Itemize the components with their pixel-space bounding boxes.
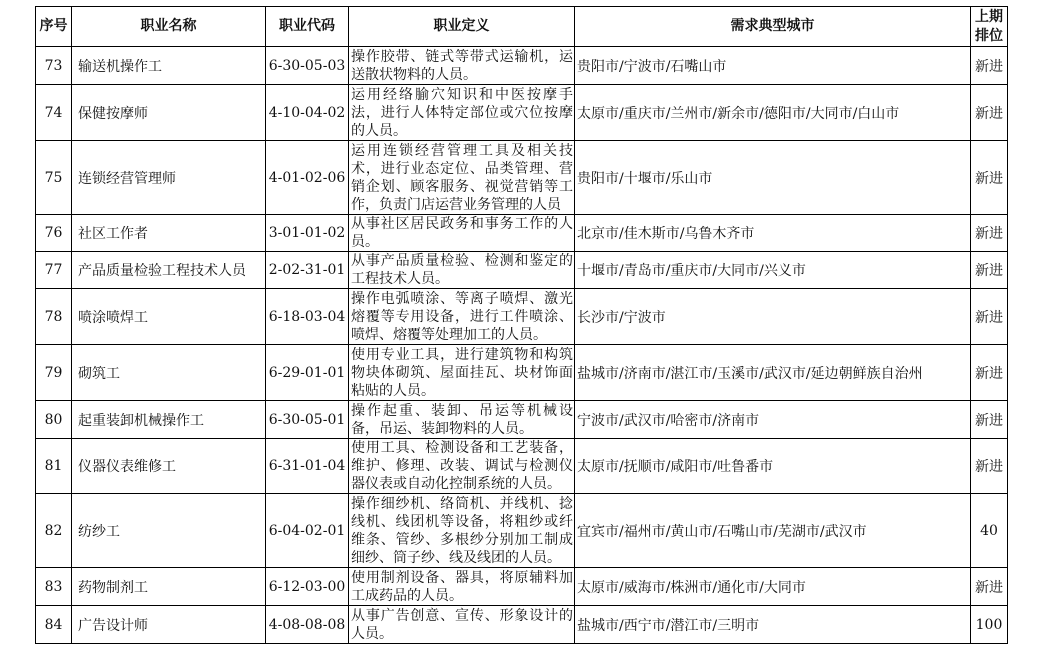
occupation-name: 保健按摩师	[72, 85, 266, 141]
row-number: 75	[36, 141, 72, 215]
previous-rank: 新进	[971, 401, 1008, 439]
occupation-definition: 操作细纱机、络筒机、并线机、捻线机、线团机等设备，将粗纱或纤维条、管纱、多根纱分别加工制成细纱、筒子纱、线及线团的人员。	[349, 494, 575, 568]
header-code: 职业代码	[266, 7, 349, 47]
header-name: 职业名称	[72, 7, 266, 47]
demand-cities: 盐城市/西宁市/潜江市/三明市	[575, 606, 971, 644]
occupation-definition: 操作电弧喷涂、等离子喷焊、激光熔覆等专用设备，进行工件喷涂、喷焊、熔覆等处理加工的人员。	[349, 289, 575, 345]
row-number: 83	[36, 568, 72, 606]
demand-cities: 盐城市/济南市/湛江市/玉溪市/武汉市/延边朝鲜族自治州	[575, 345, 971, 401]
row-number: 80	[36, 401, 72, 439]
occupation-code: 4-08-08-08	[266, 606, 349, 644]
table-row	[36, 141, 1008, 215]
row-number: 76	[36, 215, 72, 252]
previous-rank: 新进	[971, 252, 1008, 289]
demand-cities: 长沙市/宁波市	[575, 289, 971, 345]
table-row	[36, 252, 1008, 289]
table-row	[36, 47, 1008, 85]
header-no: 序号	[36, 7, 72, 47]
previous-rank: 新进	[971, 47, 1008, 85]
table-row	[36, 568, 1008, 606]
occupation-definition: 操作起重、装卸、吊运等机械设备，吊运、装卸物料的人员。	[349, 401, 575, 439]
row-number: 78	[36, 289, 72, 345]
occupation-code: 6-30-05-03	[266, 47, 349, 85]
table-row	[36, 606, 1008, 644]
row-number: 84	[36, 606, 72, 644]
occupation-definition: 从事产品质量检验、检测和鉴定的工程技术人员。	[349, 252, 575, 289]
previous-rank: 新进	[971, 141, 1008, 215]
table-row	[36, 494, 1008, 568]
occupation-definition: 使用专业工具，进行建筑物和构筑物块体砌筑、屋面挂瓦、块材饰面粘贴的人员。	[349, 345, 575, 401]
occupation-name: 纺纱工	[72, 494, 266, 568]
demand-cities: 北京市/佳木斯市/乌鲁木齐市	[575, 215, 971, 252]
demand-cities: 十堰市/青岛市/重庆市/大同市/兴义市	[575, 252, 971, 289]
occupation-code: 6-12-03-00	[266, 568, 349, 606]
occupation-code: 6-31-01-04	[266, 439, 349, 494]
previous-rank: 新进	[971, 215, 1008, 252]
occupation-code: 4-10-04-02	[266, 85, 349, 141]
header-rank-line1: 上期	[975, 8, 1003, 25]
demand-cities: 太原市/重庆市/兰州市/新余市/德阳市/大同市/白山市	[575, 85, 971, 141]
table-row	[36, 289, 1008, 345]
occupation-name: 仪器仪表维修工	[72, 439, 266, 494]
header-rank	[971, 7, 1008, 47]
occupation-definition: 从事社区居民政务和事务工作的人员。	[349, 215, 575, 252]
row-number: 82	[36, 494, 72, 568]
previous-rank: 新进	[971, 568, 1008, 606]
row-number: 77	[36, 252, 72, 289]
occupation-name: 喷涂喷焊工	[72, 289, 266, 345]
header-row	[36, 7, 1008, 47]
occupation-name: 起重装卸机械操作工	[72, 401, 266, 439]
demand-cities: 贵阳市/十堰市/乐山市	[575, 141, 971, 215]
occupation-definition: 运用连锁经营管理工具及相关技术，进行业态定位、品类管理、营销企划、顾客服务、视觉营销等工作，负责门店运营业务管理的人员	[349, 141, 575, 215]
header-definition: 职业定义	[349, 7, 575, 47]
previous-rank: 新进	[971, 345, 1008, 401]
table-row	[36, 439, 1008, 494]
occupation-code: 3-01-01-02	[266, 215, 349, 252]
table-row	[36, 85, 1008, 141]
occupation-definition: 使用工具、检测设备和工艺装备，维护、修理、改装、调试与检测仪器仪表或自动化控制系统的人员。	[349, 439, 575, 494]
occupation-table	[35, 6, 1008, 644]
occupation-name: 连锁经营管理师	[72, 141, 266, 215]
occupation-name: 广告设计师	[72, 606, 266, 644]
occupation-code: 2-02-31-01	[266, 252, 349, 289]
occupation-definition: 从事广告创意、宣传、形象设计的人员。	[349, 606, 575, 644]
row-number: 81	[36, 439, 72, 494]
row-number: 74	[36, 85, 72, 141]
table-row	[36, 345, 1008, 401]
occupation-definition: 使用制剂设备、器具，将原辅料加工成药品的人员。	[349, 568, 575, 606]
table-row	[36, 215, 1008, 252]
table-row	[36, 401, 1008, 439]
demand-cities: 宁波市/武汉市/哈密市/济南市	[575, 401, 971, 439]
occupation-definition: 运用经络腧穴知识和中医按摩手法，进行人体特定部位或穴位按摩的人员。	[349, 85, 575, 141]
occupation-code: 4-01-02-06	[266, 141, 349, 215]
row-number: 73	[36, 47, 72, 85]
previous-rank: 新进	[971, 85, 1008, 141]
occupation-name: 砌筑工	[72, 345, 266, 401]
occupation-code: 6-30-05-01	[266, 401, 349, 439]
occupation-name: 产品质量检验工程技术人员	[72, 252, 266, 289]
demand-cities: 太原市/抚顺市/咸阳市/吐鲁番市	[575, 439, 971, 494]
previous-rank: 新进	[971, 439, 1008, 494]
occupation-name: 社区工作者	[72, 215, 266, 252]
header-rank-line2: 排位	[975, 27, 1003, 44]
occupation-name: 输送机操作工	[72, 47, 266, 85]
occupation-definition: 操作胶带、链式等带式运输机，运送散状物料的人员。	[349, 47, 575, 85]
occupation-code: 6-04-02-01	[266, 494, 349, 568]
previous-rank: 新进	[971, 289, 1008, 345]
header-cities: 需求典型城市	[575, 7, 971, 47]
occupation-name: 药物制剂工	[72, 568, 266, 606]
occupation-code: 6-29-01-01	[266, 345, 349, 401]
demand-cities: 太原市/威海市/株洲市/通化市/大同市	[575, 568, 971, 606]
demand-cities: 宜宾市/福州市/黄山市/石嘴山市/芜湖市/武汉市	[575, 494, 971, 568]
previous-rank: 40	[971, 494, 1008, 568]
previous-rank: 100	[971, 606, 1008, 644]
row-number: 79	[36, 345, 72, 401]
demand-cities: 贵阳市/宁波市/石嘴山市	[575, 47, 971, 85]
occupation-code: 6-18-03-04	[266, 289, 349, 345]
